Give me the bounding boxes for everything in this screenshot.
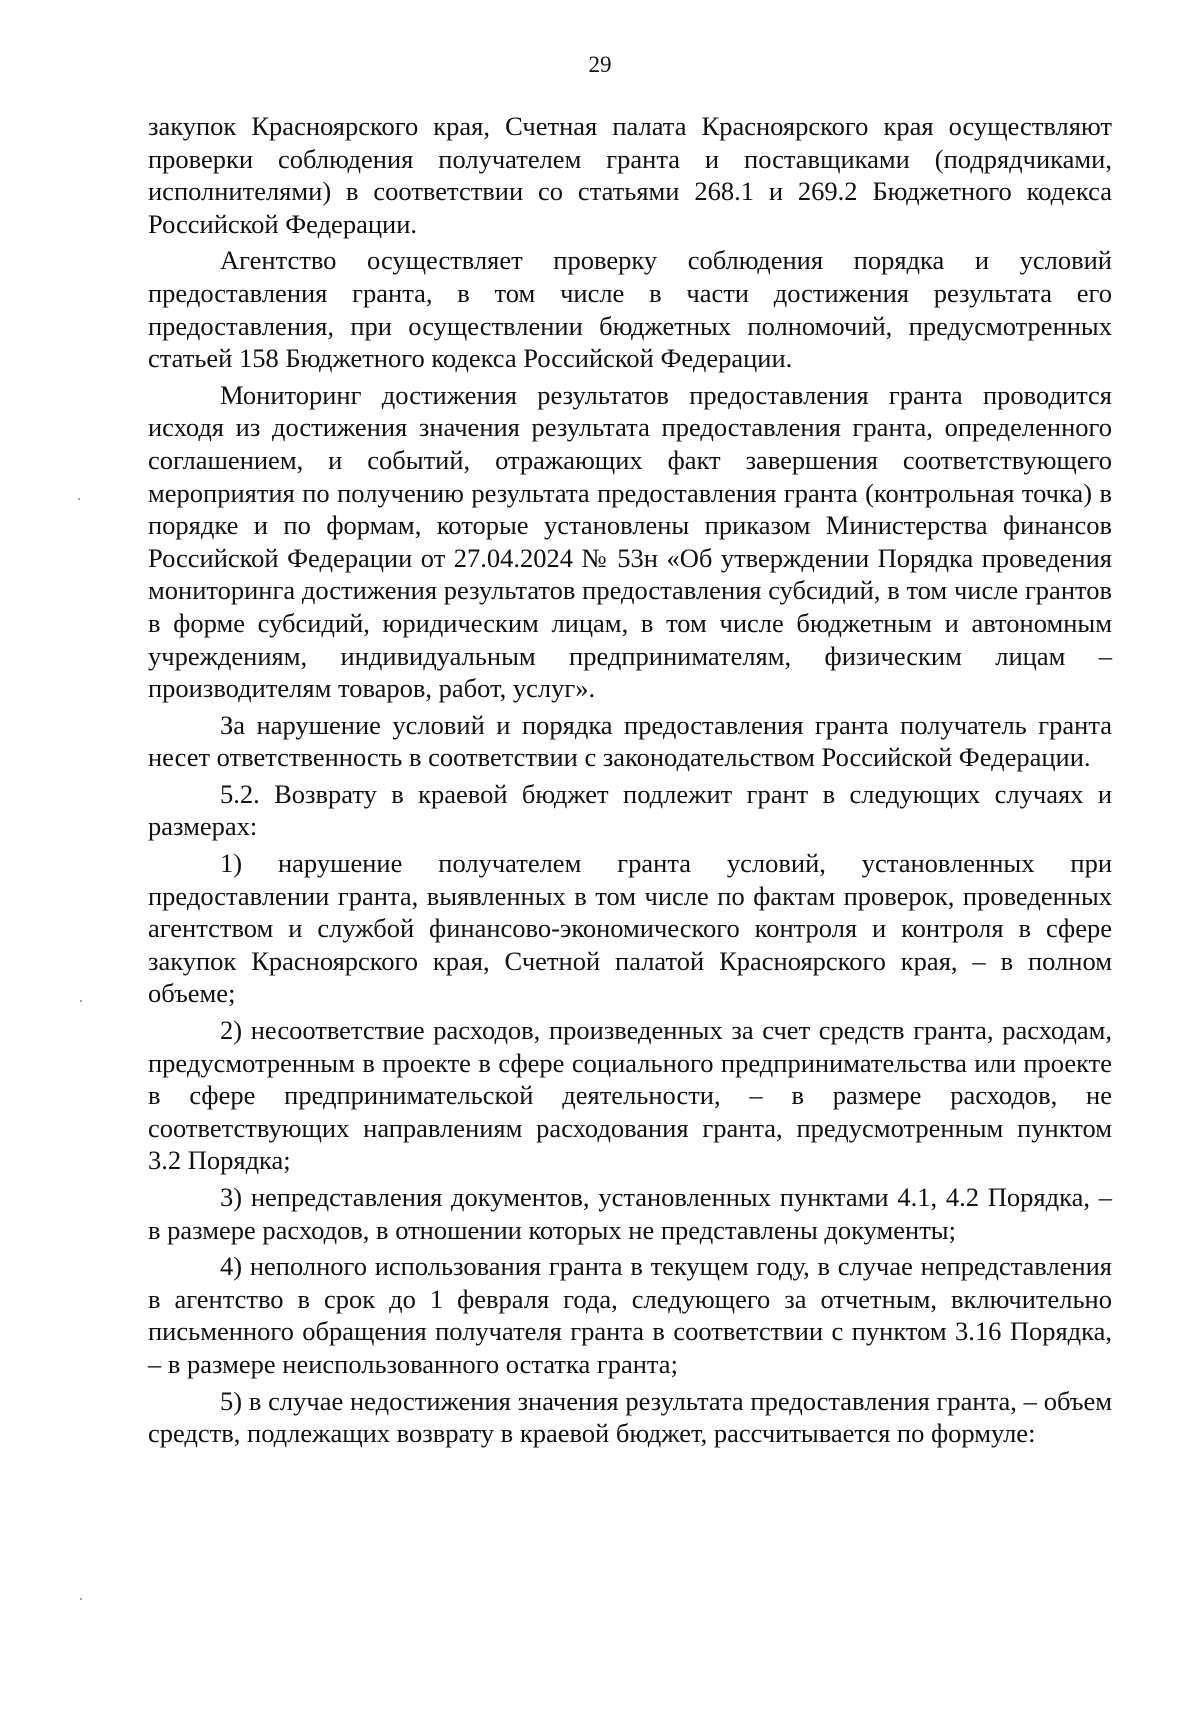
scan-speck [78, 498, 80, 500]
paragraph-continuation: закупок Красноярского края, Счетная палата Красноярского края осуществляют проверки соблюдения получателем гранта и поставщиками (подрядчиками, исполнителями) в соответствии со статьями 268.1 и 269.2 Бюджетного кодекса Российской Федерации. [148, 111, 1112, 239]
list-item-3: 3) непредставления документов, установленных пунктами 4.1, 4.2 Порядка, – в размере расходов, в отношении которых не представлены документы; [148, 1182, 1112, 1245]
list-item-1: 1) нарушение получателем гранта условий, установленных при предоставлении гранта, выявленных в том числе по фактам проверок, проведенных агентством и службой финансово-экономического контроля и контроля в сфере закупок Красноярского края, Счетной палатой Красноярского края, – в полном объеме; [148, 848, 1112, 1009]
list-item-2: 2) несоответствие расходов, произведенных за счет средств гранта, расходам, предусмотренным в проекте в сфере социального предпринимательства или проекте в сфере предпринимательской деятельности, – в размере расходов, не соответствующих направлениям расходования гранта, предусмотренным пунктом 3.2 Порядка; [148, 1015, 1112, 1176]
scan-speck [80, 1598, 82, 1600]
list-item-4: 4) неполного использования гранта в текущем году, в случае непредставления в агентство в срок до 1 февраля года, следующего за отчетным, включительно письменного обращения получателя гранта в соответствии с пунктом 3.16 Порядка, – в размере неиспользованного остатка гранта; [148, 1251, 1112, 1379]
paragraph-responsibility: За нарушение условий и порядка предоставления гранта получатель гранта несет ответственность в соответствии с законодательством Российской Федерации. [148, 709, 1112, 773]
list-item-5: 5) в случае недостижения значения результата предоставления гранта, – объем средств, подлежащих возврату в краевой бюджет, рассчитывается по формуле: [148, 1385, 1112, 1449]
paragraph-monitoring: Мониторинг достижения результатов предоставления гранта проводится исходя из достижения значения результата предоставления гранта, определенного соглашением, и событий, отражающих факт завершения соответствующего мероприятия по получению результата предоставления гранта (контрольная точка) в порядке и по формам, которые установлены приказом Министерства финансов Российской Федерации от 27.04.2024 № 53н «Об утверждении Порядка проведения мониторинга достижения результатов предоставления субсидий, в том числе грантов в форме субсидий, юридическим лицам, в том числе бюджетным и автономным учреждениям, индивидуальным предпринимателям, физическим лицам – производителям товаров, работ, услуг». [148, 379, 1112, 704]
paragraph-section-5-2: 5.2. Возврату в краевой бюджет подлежит грант в следующих случаях и размерах: [148, 778, 1112, 842]
scan-speck [80, 1000, 82, 1002]
document-body [148, 110, 1112, 1450]
paragraph-agency-check: Агентство осуществляет проверку соблюдения порядка и условий предоставления гранта, в том числе в части достижения результата его предоставления, при осуществлении бюджетных полномочий, предусмотренных статьей 158 Бюджетного кодекса Российской Федерации. [148, 245, 1112, 374]
page-number: 29 [588, 52, 612, 77]
